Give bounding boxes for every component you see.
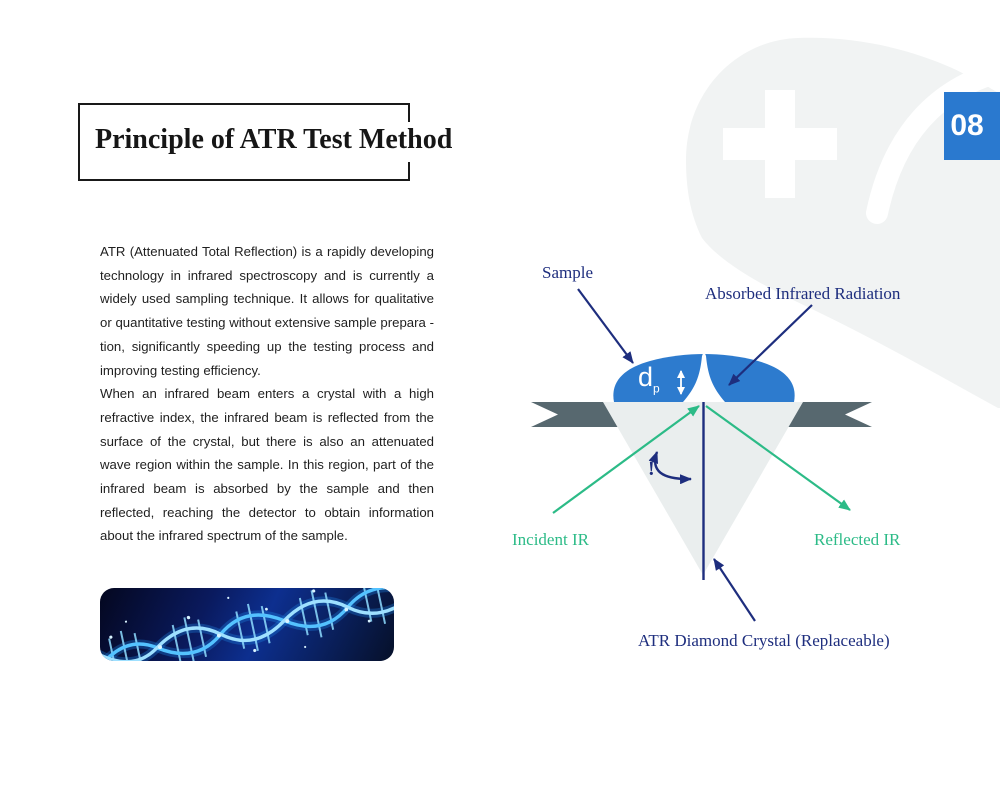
page-number-badge: 08 [944, 92, 1000, 160]
sample-pointer-arrow [578, 289, 633, 363]
angle-mark: ! [648, 458, 655, 480]
dna-helix-art [100, 588, 394, 661]
absorbed-infrared-radiation-label: Absorbed Infrared Radiation [705, 284, 901, 303]
sample-label: Sample [542, 263, 593, 282]
article-paragraph: When an infrared beam enters a crystal with a high refractive index, the infrared beam is reflected from the surface of the crystal, but there is also an attenuated wave region within the sample. In this region, part of the infrared beam is absorbed by the sample and then reflected, reaching the detector to obtain information about the infrared spectrum of the sample. [100, 386, 434, 544]
article-paragraph: ATR (Attenuated Total Reflection) is a rapidly developing technology in infrared spectroscopy and is currently a widely used sampling technique. It allows for qualitative or quantitative testing without extensive sample prepara -tion, significantly speeding up the testing process and improving testing efficiency. [100, 244, 434, 378]
dna-helix-image [100, 588, 394, 661]
atr-diamond-crystal-label: ATR Diamond Crystal (Replaceable) [638, 631, 890, 650]
atr-diagram [480, 250, 930, 670]
article [100, 240, 434, 548]
crystal-pointer-arrow [714, 559, 755, 621]
incident-ir-label: Incident IR [512, 530, 589, 549]
penetration-depth-label: $d_p$ [638, 362, 660, 396]
page-title: Principle of ATR Test Method [95, 124, 453, 155]
reflected-ir-label: Reflected IR [814, 530, 901, 549]
